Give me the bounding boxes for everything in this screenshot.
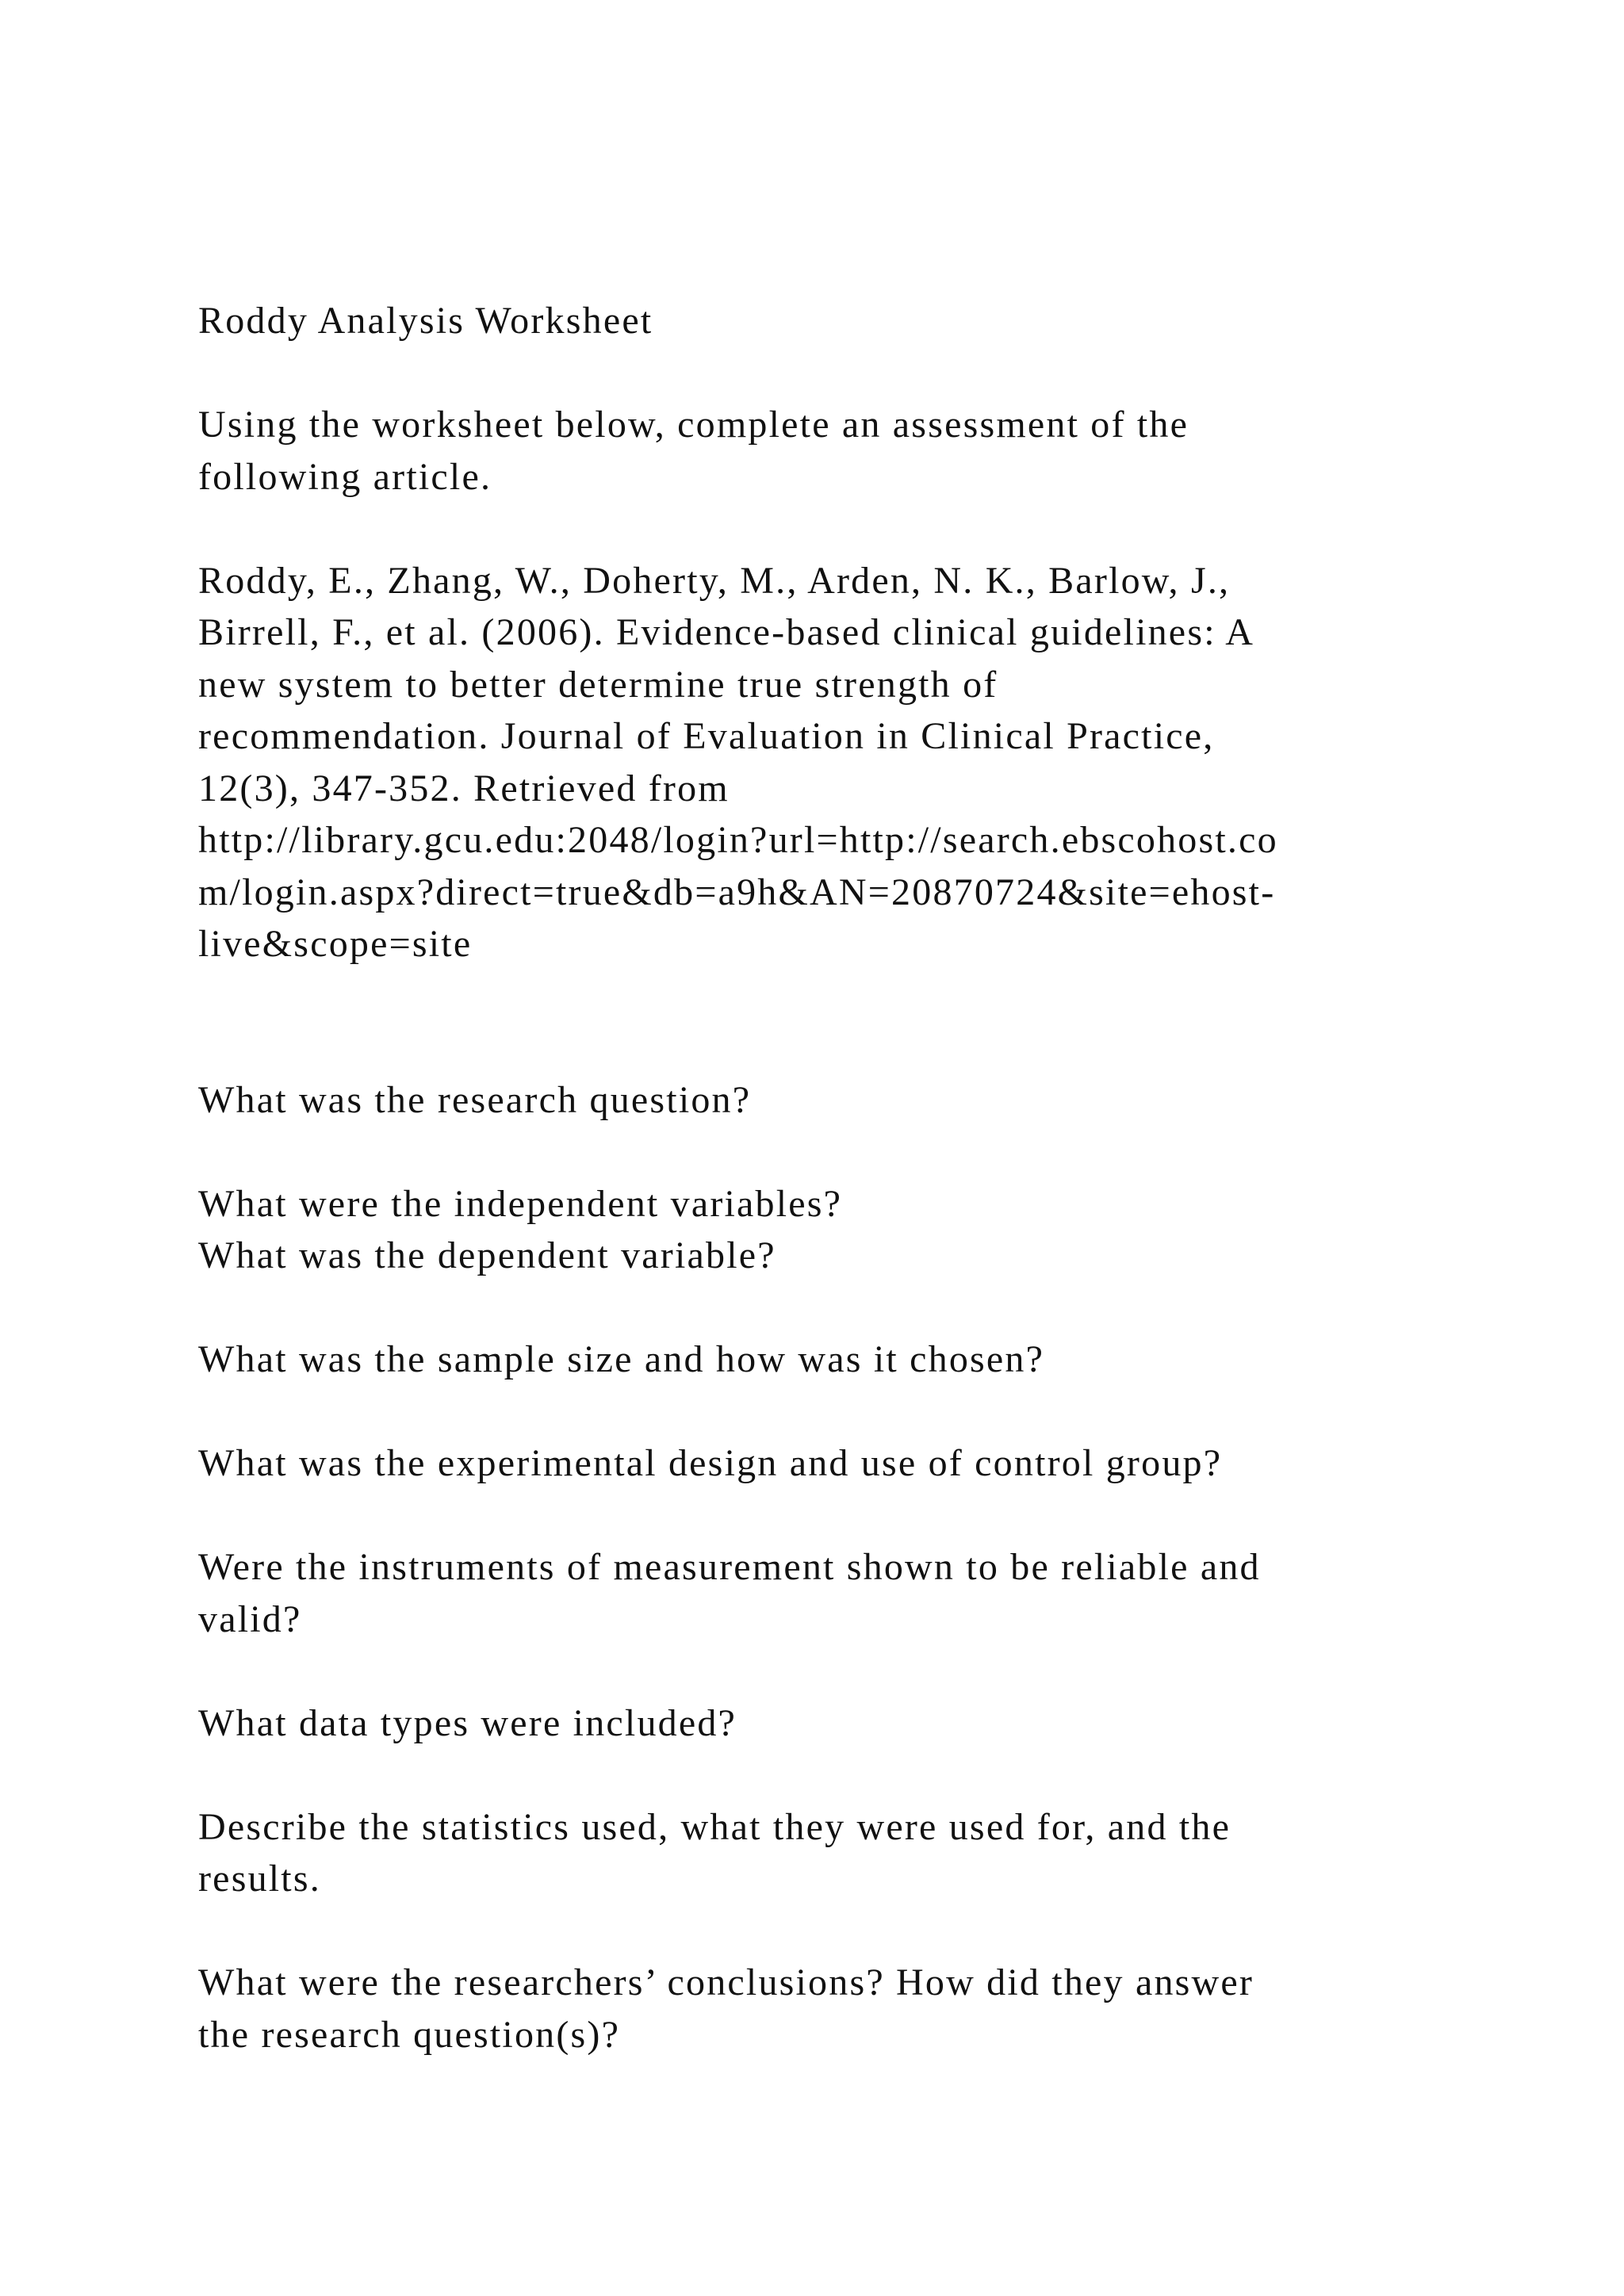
spacer — [198, 1905, 1435, 1957]
intro-line-1: Using the worksheet below, complete an assessment of the — [198, 404, 1189, 446]
spacer — [198, 1386, 1435, 1438]
citation-line-4: recommendation. Journal of Evaluation in Clinical Practice, — [198, 715, 1215, 757]
spacer — [198, 1126, 1435, 1178]
question-data-types: What data types were included? — [198, 1701, 737, 1744]
worksheet-page — [198, 295, 1435, 2061]
spacer — [198, 347, 1435, 400]
spacer — [198, 1645, 1435, 1697]
question-statistics-line-1: Describe the statistics used, what they were used for, and the — [198, 1805, 1231, 1848]
spacer — [198, 1749, 1435, 1801]
worksheet-title: Roddy Analysis Worksheet — [198, 300, 653, 342]
citation-url-line-1: http://library.gcu.edu:2048/login?url=http://search.ebscohost.co — [198, 819, 1278, 861]
citation-url-line-3: live&scope=site — [198, 923, 473, 965]
citation-line-3: new system to better determine true strength of — [198, 663, 998, 706]
question-conclusions-line-2: the research question(s)? — [198, 2013, 621, 2056]
intro-line-2: following article. — [198, 455, 492, 498]
question-sample-size: What was the sample size and how was it chosen? — [198, 1338, 1045, 1380]
question-instruments-line-1: Were the instruments of measurement shown to be reliable and — [198, 1546, 1261, 1588]
question-independent-variables: What were the independent variables? — [198, 1182, 843, 1225]
question-dependent-variable: What was the dependent variable? — [198, 1234, 776, 1276]
spacer — [198, 1282, 1435, 1334]
question-instruments-line-2: valid? — [198, 1598, 302, 1640]
citation-line-5: 12(3), 347-352. Retrieved from — [198, 767, 730, 809]
question-statistics-line-2: results. — [198, 1858, 321, 1900]
spacer — [198, 970, 1435, 1074]
citation-line-2: Birrell, F., et al. (2006). Evidence-based clinical guidelines: A — [198, 611, 1255, 653]
question-research-question: What was the research question? — [198, 1078, 752, 1121]
question-conclusions-line-1: What were the researchers’ conclusions? How did they answer — [198, 1961, 1254, 2003]
spacer — [198, 503, 1435, 555]
citation-line-1: Roddy, E., Zhang, W., Doherty, M., Arden, N. K., Barlow, J., — [198, 559, 1231, 602]
spacer — [198, 1490, 1435, 1542]
question-experimental-design: What was the experimental design and use of control group? — [198, 1442, 1223, 1484]
citation-url-line-2: m/login.aspx?direct=true&db=a9h&AN=20870724&site=ehost- — [198, 871, 1276, 913]
